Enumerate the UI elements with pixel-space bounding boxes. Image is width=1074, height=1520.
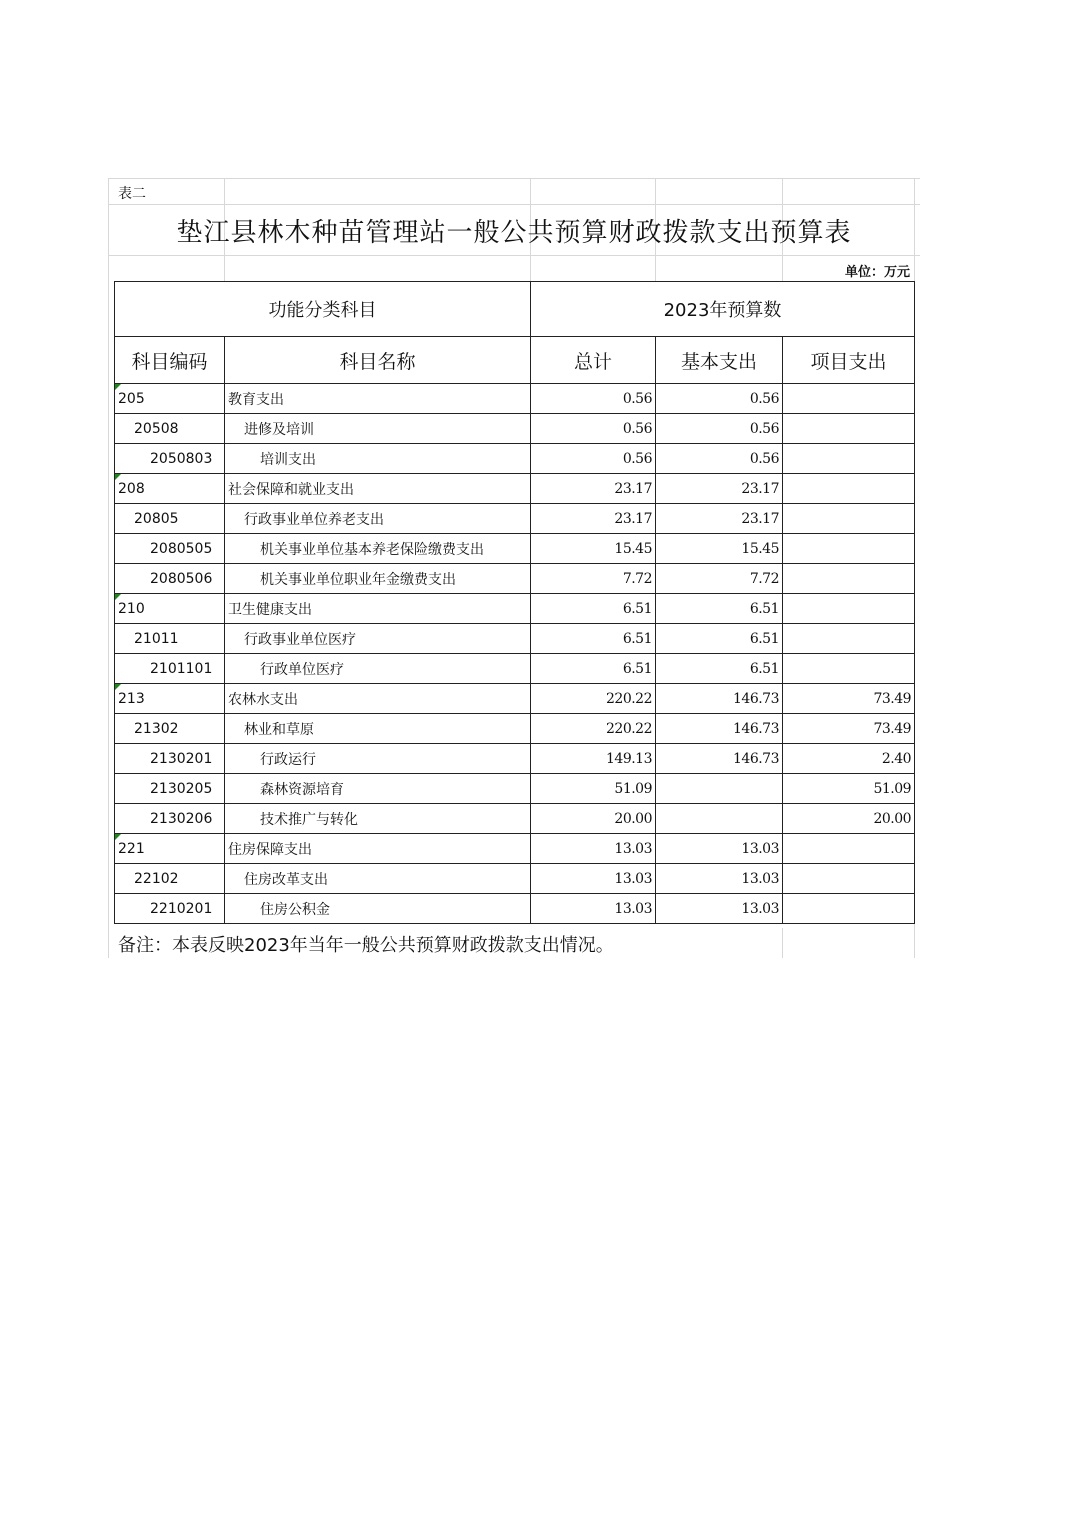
cell-total: 220.22 <box>531 714 656 744</box>
cell-project <box>783 534 915 564</box>
cell-basic: 6.51 <box>656 594 783 624</box>
cell-code: 210 <box>115 594 225 624</box>
cell-project <box>783 504 915 534</box>
cell-total: 20.00 <box>531 804 656 834</box>
cell-name: 行政单位医疗 <box>225 654 531 684</box>
cell-project <box>783 564 915 594</box>
cell-basic: 0.56 <box>656 414 783 444</box>
cell-code: 2080506 <box>115 564 225 594</box>
header-total: 总计 <box>531 337 656 384</box>
cell-code: 2050803 <box>115 444 225 474</box>
cell-project: 73.49 <box>783 684 915 714</box>
header-row <box>115 282 915 337</box>
table-row <box>115 414 915 444</box>
cell-basic: 23.17 <box>656 504 783 534</box>
page-title: 垫江县林木种苗管理站一般公共预算财政拨款支出预算表 <box>176 218 852 248</box>
header-code: 科目编码 <box>115 337 225 384</box>
cell-total: 0.56 <box>531 444 656 474</box>
unit-label: 单位：万元 <box>844 265 910 280</box>
cell-basic: 15.45 <box>656 534 783 564</box>
cell-basic: 6.51 <box>656 654 783 684</box>
cell-code: 205 <box>115 384 225 414</box>
cell-code: 20805 <box>115 504 225 534</box>
cell-total: 23.17 <box>531 504 656 534</box>
cell-name: 行政运行 <box>225 744 531 774</box>
cell-total: 0.56 <box>531 384 656 414</box>
cell-name: 进修及培训 <box>225 414 531 444</box>
cell-code: 2130201 <box>115 744 225 774</box>
cell-total: 6.51 <box>531 624 656 654</box>
header-function-category: 功能分类科目 <box>115 282 531 337</box>
cell-name: 行政事业单位医疗 <box>225 624 531 654</box>
grid-line <box>108 204 920 205</box>
cell-total: 13.03 <box>531 864 656 894</box>
cell-project: 73.49 <box>783 714 915 744</box>
cell-code: 221 <box>115 834 225 864</box>
header-name: 科目名称 <box>225 337 531 384</box>
cell-total: 6.51 <box>531 654 656 684</box>
cell-total: 6.51 <box>531 594 656 624</box>
cell-name: 森林资源培育 <box>225 774 531 804</box>
cell-name: 机关事业单位职业年金缴费支出 <box>225 564 531 594</box>
cell-basic: 7.72 <box>656 564 783 594</box>
header-row <box>115 337 915 384</box>
cell-code: 213 <box>115 684 225 714</box>
table-row <box>115 774 915 804</box>
table-row <box>115 564 915 594</box>
cell-basic: 146.73 <box>656 684 783 714</box>
cell-name: 住房改革支出 <box>225 864 531 894</box>
footnote: 备注：本表反映2023年当年一般公共预算财政拨款支出情况。 <box>118 935 614 956</box>
table-row <box>115 624 915 654</box>
cell-basic: 23.17 <box>656 474 783 504</box>
table-row <box>115 864 915 894</box>
cell-basic: 6.51 <box>656 624 783 654</box>
grid-line <box>108 178 109 958</box>
cell-project <box>783 624 915 654</box>
table-row <box>115 534 915 564</box>
table-row <box>115 744 915 774</box>
cell-project <box>783 594 915 624</box>
cell-marker-icon <box>115 834 121 840</box>
cell-project: 51.09 <box>783 774 915 804</box>
cell-total: 13.03 <box>531 834 656 864</box>
cell-basic: 146.73 <box>656 714 783 744</box>
cell-code: 2130206 <box>115 804 225 834</box>
cell-total: 15.45 <box>531 534 656 564</box>
table-row <box>115 894 915 924</box>
cell-basic: 13.03 <box>656 834 783 864</box>
table-row <box>115 474 915 504</box>
header-basic: 基本支出 <box>656 337 783 384</box>
cell-name: 社会保障和就业支出 <box>225 474 531 504</box>
cell-project <box>783 444 915 474</box>
cell-code: 22102 <box>115 864 225 894</box>
cell-basic: 0.56 <box>656 444 783 474</box>
table-row <box>115 654 915 684</box>
grid-line <box>108 255 920 256</box>
cell-name: 住房保障支出 <box>225 834 531 864</box>
cell-name: 技术推广与转化 <box>225 804 531 834</box>
cell-name: 卫生健康支出 <box>225 594 531 624</box>
cell-project <box>783 654 915 684</box>
cell-basic: 13.03 <box>656 894 783 924</box>
cell-code: 2130205 <box>115 774 225 804</box>
cell-project <box>783 864 915 894</box>
budget-table <box>114 281 915 924</box>
cell-total: 0.56 <box>531 414 656 444</box>
cell-marker-icon <box>115 684 121 690</box>
table-row <box>115 594 915 624</box>
table-row <box>115 804 915 834</box>
table-row <box>115 714 915 744</box>
cell-total: 23.17 <box>531 474 656 504</box>
table-row <box>115 834 915 864</box>
cell-code: 21011 <box>115 624 225 654</box>
cell-basic <box>656 774 783 804</box>
sheet-label: 表二 <box>118 186 146 202</box>
cell-project <box>783 414 915 444</box>
header-budget-year: 2023年预算数 <box>531 282 915 337</box>
cell-name: 林业和草原 <box>225 714 531 744</box>
cell-marker-icon <box>115 384 121 390</box>
cell-name: 教育支出 <box>225 384 531 414</box>
cell-code: 2101101 <box>115 654 225 684</box>
cell-basic: 13.03 <box>656 864 783 894</box>
table-row <box>115 444 915 474</box>
cell-project: 2.40 <box>783 744 915 774</box>
cell-total: 220.22 <box>531 684 656 714</box>
cell-name: 行政事业单位养老支出 <box>225 504 531 534</box>
header-project: 项目支出 <box>783 337 915 384</box>
cell-basic <box>656 804 783 834</box>
table-row <box>115 504 915 534</box>
cell-code: 21302 <box>115 714 225 744</box>
table-row <box>115 384 915 414</box>
cell-basic: 146.73 <box>656 744 783 774</box>
cell-project <box>783 834 915 864</box>
cell-basic: 0.56 <box>656 384 783 414</box>
cell-total: 51.09 <box>531 774 656 804</box>
cell-marker-icon <box>115 594 121 600</box>
cell-total: 7.72 <box>531 564 656 594</box>
cell-name: 农林水支出 <box>225 684 531 714</box>
cell-project <box>783 894 915 924</box>
cell-code: 20508 <box>115 414 225 444</box>
grid-line <box>108 178 920 179</box>
cell-name: 住房公积金 <box>225 894 531 924</box>
cell-project: 20.00 <box>783 804 915 834</box>
table-row <box>115 684 915 714</box>
grid-line <box>782 928 783 958</box>
cell-name: 培训支出 <box>225 444 531 474</box>
cell-total: 149.13 <box>531 744 656 774</box>
cell-total: 13.03 <box>531 894 656 924</box>
cell-project <box>783 384 915 414</box>
cell-marker-icon <box>115 474 121 480</box>
cell-code: 2080505 <box>115 534 225 564</box>
cell-code: 2210201 <box>115 894 225 924</box>
cell-project <box>783 474 915 504</box>
cell-name: 机关事业单位基本养老保险缴费支出 <box>225 534 531 564</box>
cell-code: 208 <box>115 474 225 504</box>
